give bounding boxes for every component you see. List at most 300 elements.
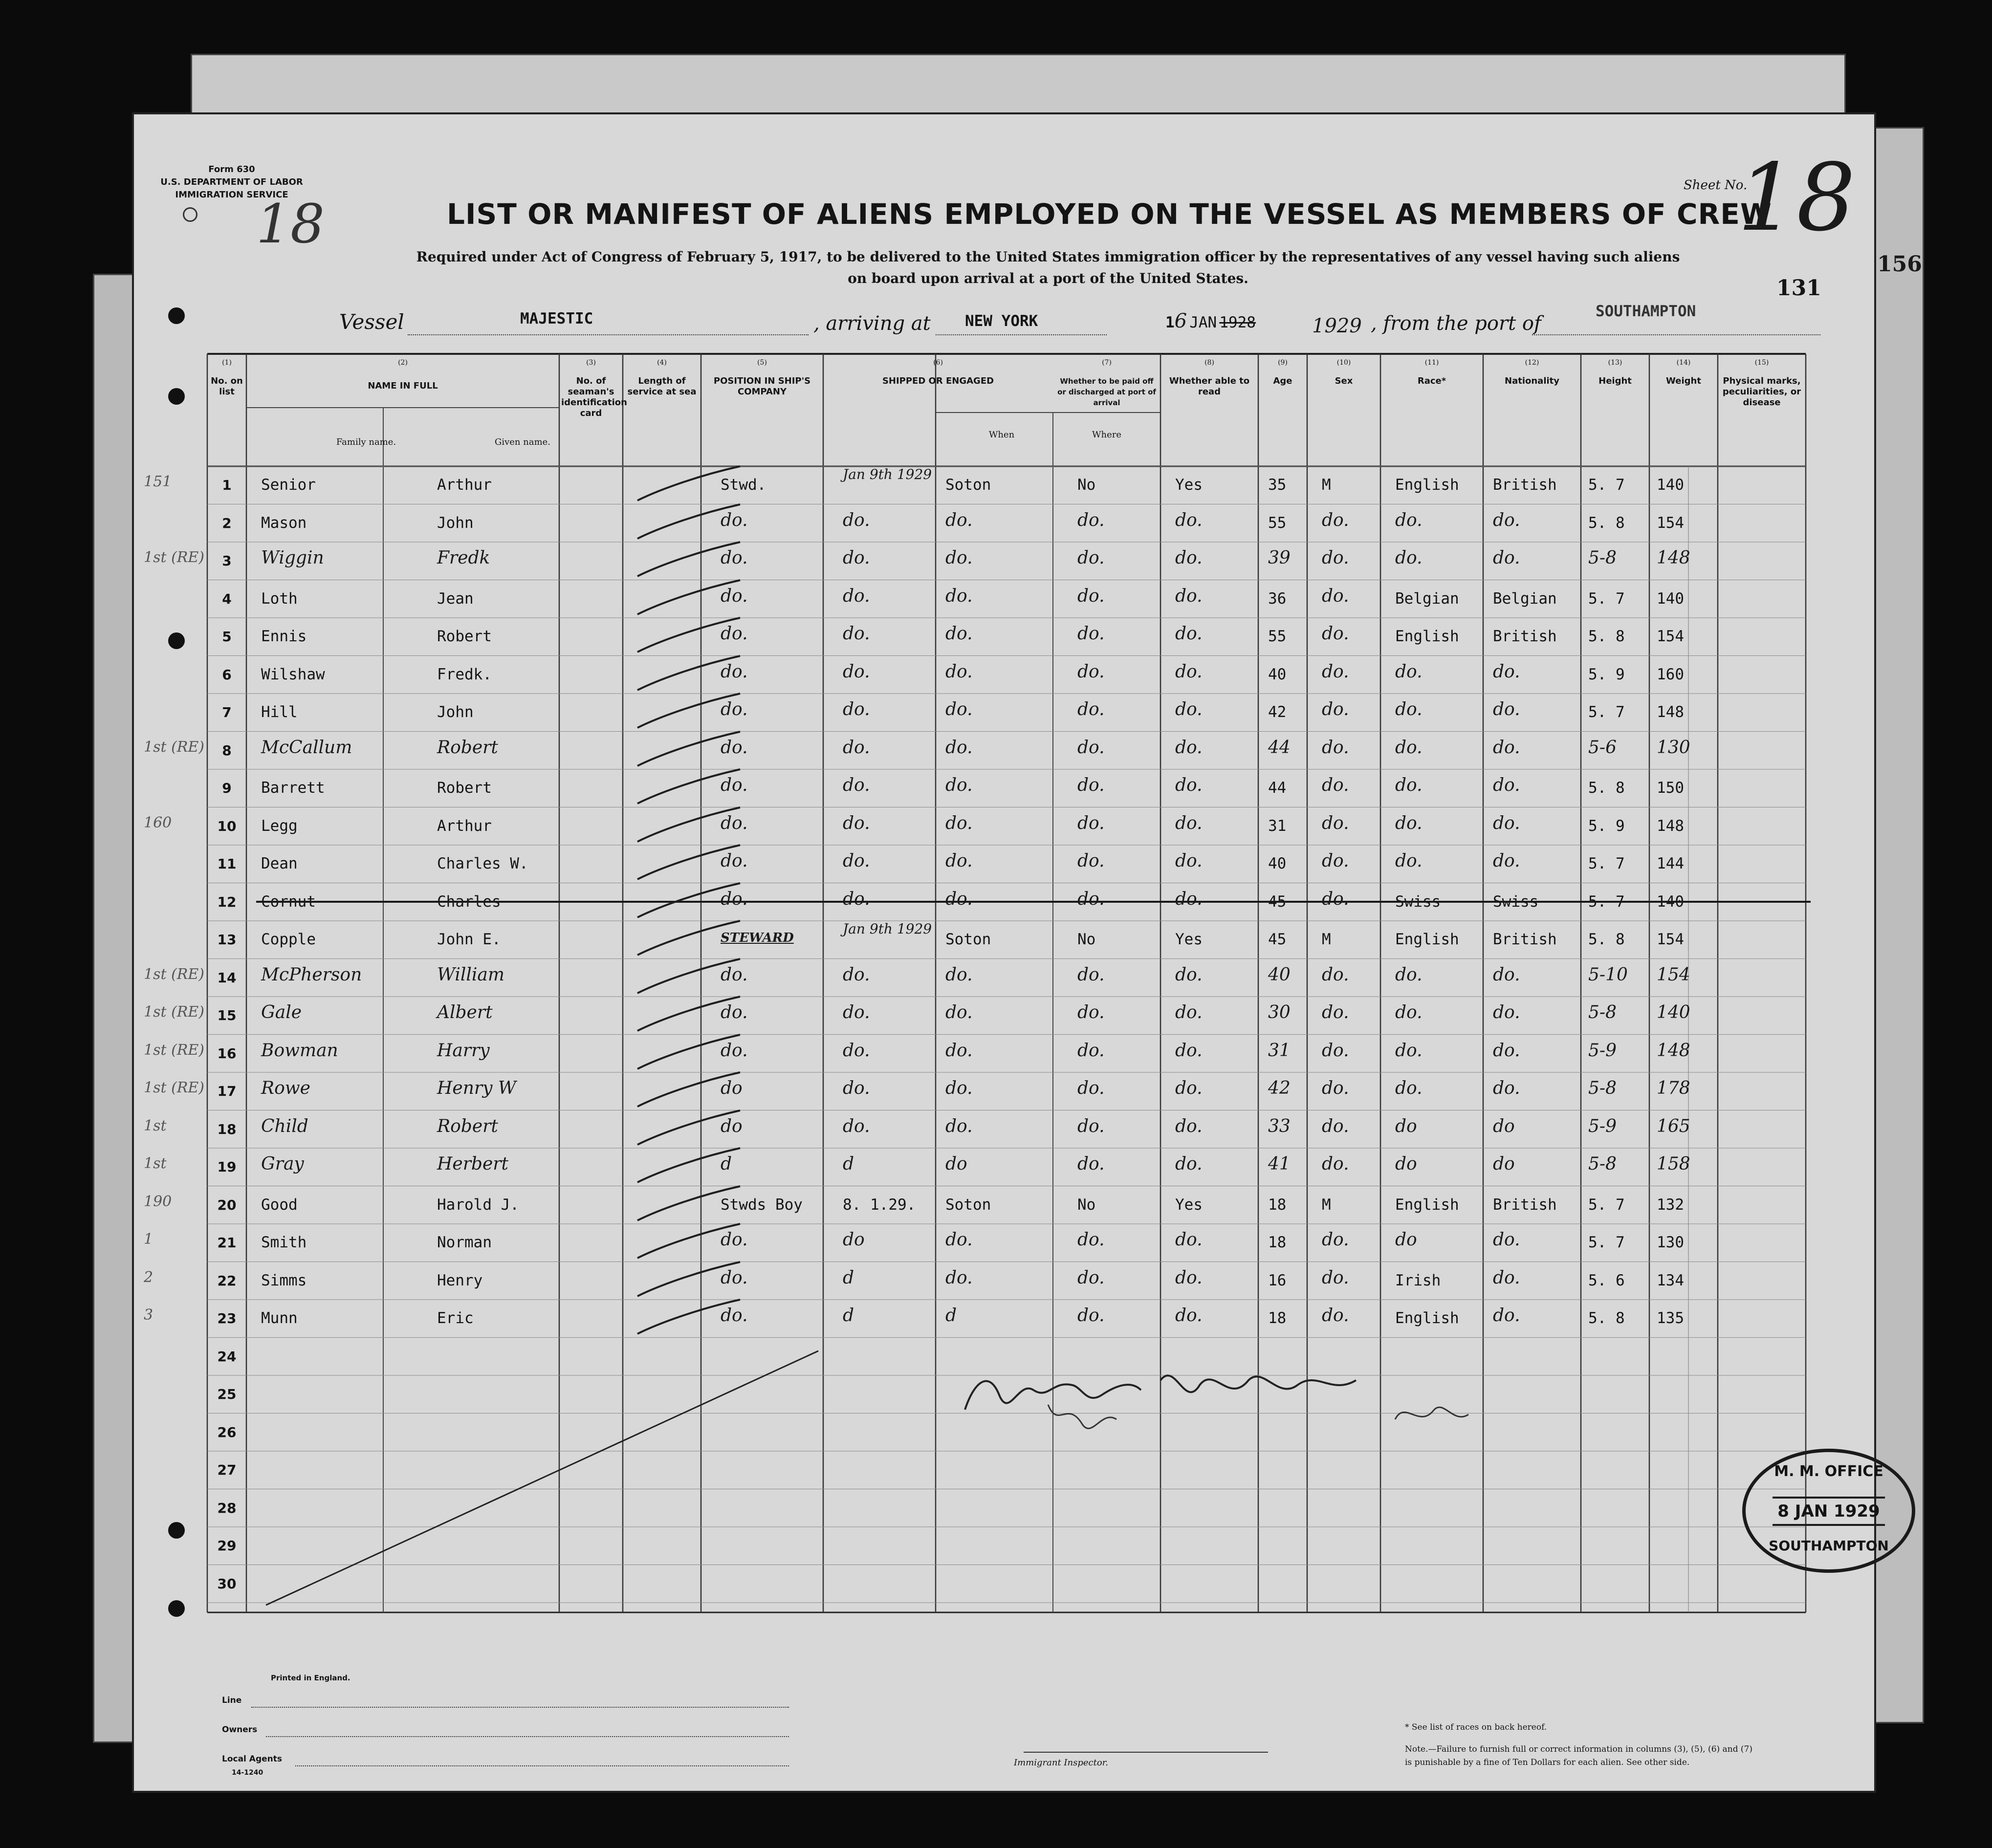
sheet-label: Sheet No. [1684, 178, 1748, 193]
column-number: (5) [757, 359, 767, 367]
table-cell-given-name: John E. [437, 931, 501, 948]
table-cell-paid-off: do. [1077, 1040, 1105, 1061]
table-cell-age: 40 [1268, 855, 1287, 872]
table-cell-family-name: Copple [261, 931, 316, 948]
subtitle-line-2: on board upon arrival at a port of the United States. [848, 270, 1248, 286]
table-row [134, 466, 1874, 504]
table-cell-weight: 140 [1657, 589, 1684, 608]
row-number: 23 [217, 1310, 237, 1326]
table-cell-family-name: Legg [261, 817, 298, 835]
table-cell-weight: 148 [1657, 1040, 1690, 1061]
table-cell-family-name: Hill [261, 703, 298, 721]
side-sheet-number: 156 [1877, 252, 1922, 277]
punch-hole [168, 388, 185, 405]
table-cell-engaged-when: Jan 9th 1929 [843, 921, 932, 937]
table-cell-given-name: Arthur [437, 476, 492, 494]
table-cell-able-to-read: do. [1175, 1230, 1203, 1250]
inspector-label: Immigrant Inspector. [1014, 1758, 1109, 1768]
table-cell-engaged-where: do. [945, 889, 973, 909]
table-cell-sex: M [1322, 931, 1331, 948]
table-cell-age: 40 [1268, 665, 1287, 683]
table-cell-engaged-when: do [843, 1230, 865, 1250]
column-header: Whether to be paid off or discharged at port of arrival [1057, 377, 1156, 407]
table-cell-nationality: British [1493, 476, 1557, 494]
margin-note: 1st (RE) [144, 1041, 204, 1059]
column-header: Race* [1417, 376, 1446, 386]
table-cell-position: do. [721, 1040, 748, 1061]
table-row [134, 997, 1874, 1035]
table-cell-height: 5-6 [1588, 737, 1617, 758]
row-number: 5 [222, 629, 232, 645]
table-cell-paid-off: No [1077, 476, 1096, 494]
margin-note: 1st [144, 1155, 167, 1172]
table-cell-able-to-read: do. [1175, 1154, 1203, 1174]
table-cell-able-to-read: Yes [1175, 1196, 1203, 1214]
table-cell-family-name: Barrett [261, 779, 325, 797]
table-row [134, 1186, 1874, 1224]
table-cell-nationality: do. [1493, 813, 1520, 833]
table-cell-height: 5. 7 [1588, 1196, 1625, 1214]
printed-in: Printed in England. [271, 1674, 350, 1682]
table-cell-height: 5-9 [1588, 1116, 1617, 1136]
table-row [134, 959, 1874, 997]
margin-note: 2 [144, 1268, 153, 1286]
table-cell-race: English [1395, 1196, 1459, 1214]
signature-stroke-3 [1048, 1405, 1116, 1429]
table-row [134, 1451, 1874, 1489]
row-number: 7 [222, 704, 232, 720]
table-cell-given-name: John [437, 703, 474, 721]
table-cell-weight: 150 [1657, 779, 1684, 797]
table-cell-paid-off: do. [1077, 699, 1105, 719]
table-cell-nationality: do. [1493, 1002, 1520, 1022]
table-cell-engaged-when: do. [843, 1116, 870, 1136]
table-cell-race: Irish [1395, 1271, 1441, 1289]
sheet-number: 18 [1737, 144, 1856, 252]
table-cell-sex: do. [1322, 813, 1349, 833]
table-cell-paid-off: do. [1077, 586, 1105, 606]
column-header: Physical marks, peculiarities, or disease [1722, 376, 1801, 408]
table-cell-race: do. [1395, 813, 1423, 833]
table-cell-family-name: Smith [261, 1234, 307, 1251]
inspector-signatures [955, 1351, 1591, 1449]
table-row [134, 504, 1874, 543]
stamp-city: SOUTHAMPTON [1769, 1538, 1889, 1554]
column-number: (15) [1754, 359, 1769, 367]
table-cell-sex: do. [1322, 1002, 1349, 1022]
table-cell-age: 36 [1268, 589, 1287, 608]
column-header: Height [1598, 376, 1632, 386]
table-cell-paid-off: do. [1077, 1154, 1105, 1174]
table-cell-engaged-where: do. [945, 1040, 973, 1061]
table-cell-given-name: Henry W [437, 1078, 516, 1098]
column-header: Age [1273, 376, 1292, 386]
table-cell-family-name: Wiggin [261, 548, 324, 568]
table-cell-paid-off: do. [1077, 624, 1105, 644]
table-cell-sex: do. [1322, 1267, 1349, 1288]
card-check-mark [623, 1280, 828, 1339]
stamp-office: M. M. OFFICE [1774, 1463, 1883, 1480]
subhead-where: Where [1092, 430, 1121, 440]
table-cell-age: 42 [1268, 1078, 1291, 1098]
margin-note: 1st (RE) [144, 1003, 204, 1021]
table-cell-nationality: do. [1493, 1305, 1520, 1326]
column-number: (12) [1525, 359, 1539, 367]
table-cell-race: English [1395, 931, 1459, 948]
column-header: Length of service at sea [627, 376, 697, 397]
table-cell-nationality: do. [1493, 661, 1520, 682]
table-cell-engaged-when: do. [843, 737, 870, 758]
table-cell-engaged-when: do. [843, 889, 870, 909]
table-cell-engaged-when: do. [843, 624, 870, 644]
column-number: (2) [398, 359, 408, 367]
table-cell-weight: 148 [1657, 703, 1684, 721]
table-cell-nationality: do. [1493, 699, 1520, 719]
table-cell-position: do. [721, 1002, 748, 1022]
row-number: 25 [217, 1386, 237, 1402]
table-cell-family-name: Dean [261, 855, 298, 872]
from-label: , from the port of [1371, 312, 1541, 335]
table-cell-weight: 154 [1657, 931, 1684, 948]
owners-label: Owners [222, 1725, 258, 1735]
table-cell-position: do. [721, 851, 748, 871]
table-cell-engaged-where: do. [945, 1230, 973, 1250]
table-cell-weight: 132 [1657, 1196, 1684, 1214]
table-cell-paid-off: do. [1077, 510, 1105, 530]
row-number: 28 [217, 1500, 237, 1516]
table-cell-sex: do. [1322, 851, 1349, 871]
table-cell-position: do. [721, 889, 748, 909]
table-cell-engaged-where: do. [945, 1002, 973, 1022]
table-cell-engaged-where: do. [945, 813, 973, 833]
table-cell-engaged-where: Soton [945, 1196, 991, 1214]
table-cell-family-name: Gray [261, 1154, 304, 1174]
table-cell-given-name: Fredk. [437, 665, 492, 683]
table-cell-height: 5. 7 [1588, 855, 1625, 872]
table-cell-height: 5. 7 [1588, 892, 1625, 911]
table-cell-paid-off: do. [1077, 1002, 1105, 1022]
table-cell-given-name: Robert [437, 628, 492, 645]
table-cell-weight: 144 [1657, 855, 1684, 872]
table-cell-position: STEWARD [721, 931, 794, 945]
table-cell-position: do. [721, 624, 748, 644]
table-cell-given-name: Henry [437, 1271, 483, 1289]
table-cell-engaged-where: do. [945, 1116, 973, 1136]
table-cell-weight: 148 [1657, 548, 1690, 568]
margin-note: 151 [144, 473, 172, 490]
table-cell-age: 41 [1268, 1154, 1291, 1174]
row-number: 21 [217, 1235, 237, 1251]
row-number: 1 [222, 477, 232, 493]
table-row [134, 580, 1874, 618]
column-number: (10) [1336, 359, 1351, 367]
table-cell-age: 35 [1268, 476, 1287, 494]
table-cell-given-name: Eric [437, 1309, 474, 1327]
table-cell-age: 31 [1268, 1040, 1291, 1061]
table-cell-engaged-when: d [843, 1154, 854, 1174]
row-number: 16 [217, 1045, 237, 1062]
table-cell-position: do. [721, 813, 748, 833]
department: U.S. DEPARTMENT OF LABOR [160, 177, 303, 187]
page-title: LIST OR MANIFEST OF ALIENS EMPLOYED ON THE VESSEL AS MEMBERS OF CREW [447, 197, 1772, 231]
table-cell-sex: do. [1322, 661, 1349, 682]
table-cell-race: English [1395, 476, 1459, 494]
table-cell-nationality: do [1493, 1116, 1515, 1136]
column-number: (9) [1278, 359, 1288, 367]
table-cell-family-name: Child [261, 1116, 308, 1136]
table-cell-engaged-when: do. [843, 699, 870, 719]
table-cell-paid-off: do. [1077, 813, 1105, 833]
table-row [134, 1565, 1874, 1603]
table-cell-sex: do. [1322, 1078, 1349, 1098]
row-number: 3 [222, 553, 232, 569]
table-cell-weight: 158 [1657, 1154, 1690, 1174]
table-cell-sex: M [1322, 476, 1331, 494]
table-row [134, 618, 1874, 656]
table-cell-given-name: Arthur [437, 817, 492, 835]
table-cell-height: 5. 7 [1588, 703, 1625, 721]
table-cell-able-to-read: do. [1175, 1116, 1203, 1136]
table-cell-age: 18 [1268, 1196, 1287, 1214]
table-cell-sex: do. [1322, 1154, 1349, 1174]
column-number: (8) [1204, 359, 1214, 367]
agents-label: Local Agents [222, 1754, 283, 1764]
table-cell-paid-off: do. [1077, 1116, 1105, 1136]
table-cell-given-name: Harold J. [437, 1196, 519, 1214]
table-cell-height: 5-8 [1588, 1002, 1617, 1022]
subhead-family-name: Family name. [336, 437, 396, 447]
table-cell-engaged-when: d [843, 1305, 854, 1326]
subhead-given-name: Given name. [494, 437, 551, 447]
table-cell-race: Belgian [1395, 589, 1459, 608]
column-header: No. of seaman's identification card [561, 376, 627, 418]
table-cell-position: Stwds Boy [721, 1196, 803, 1214]
table-cell-nationality: do. [1493, 548, 1520, 568]
race-note: * See list of races on back hereof. [1405, 1722, 1547, 1732]
table-cell-position: do. [721, 510, 748, 530]
table-cell-able-to-read: do. [1175, 1078, 1203, 1098]
table-cell-nationality: do. [1493, 1040, 1520, 1061]
table-cell-given-name: John [437, 514, 474, 532]
table-cell-height: 5-10 [1588, 964, 1628, 985]
manifest-sheet [132, 112, 1889, 1793]
table-cell-sex: do. [1322, 889, 1349, 909]
page-number: 131 [1776, 276, 1821, 301]
table-cell-engaged-where: do. [945, 548, 973, 568]
signature-stroke-2 [1160, 1375, 1356, 1392]
margin-note: 160 [144, 814, 172, 831]
table-cell-nationality: do [1493, 1154, 1515, 1174]
table-cell-given-name: Harry [437, 1040, 490, 1061]
table-cell-position: do [721, 1116, 743, 1136]
table-cell-family-name: Cornut [261, 892, 316, 911]
table-cell-height: 5. 8 [1588, 514, 1625, 532]
table-cell-position: do. [721, 1305, 748, 1326]
punch-hole [168, 1600, 185, 1617]
table-cell-nationality: do. [1493, 1267, 1520, 1288]
table-cell-family-name: Mason [261, 514, 307, 532]
row-number: 19 [217, 1159, 237, 1175]
table-cell-family-name: Simms [261, 1271, 307, 1289]
table-row [134, 694, 1874, 732]
table-cell-able-to-read: do. [1175, 1267, 1203, 1288]
table-cell-race: do. [1395, 737, 1423, 758]
binding-ring [183, 207, 197, 222]
row-number: 9 [222, 780, 232, 796]
table-cell-weight: 148 [1657, 817, 1684, 835]
row-number: 27 [217, 1462, 237, 1478]
table-cell-family-name: Good [261, 1196, 298, 1214]
table-cell-age: 42 [1268, 703, 1287, 721]
date-year-hand: 1929 [1312, 315, 1362, 337]
subhead-when: When [988, 430, 1015, 440]
table-cell-engaged-when: Jan 9th 1929 [843, 466, 932, 482]
row-number: 24 [217, 1348, 237, 1365]
table-cell-sex: do. [1322, 1305, 1349, 1326]
table-cell-weight: 140 [1657, 892, 1684, 911]
table-cell-paid-off: do. [1077, 1078, 1105, 1098]
table-cell-family-name: Senior [261, 476, 316, 494]
table-cell-engaged-where: do. [945, 699, 973, 719]
table-row [134, 542, 1874, 580]
table-cell-weight: 140 [1657, 476, 1684, 494]
table-cell-position: do. [721, 661, 748, 682]
table-cell-able-to-read: do. [1175, 1002, 1203, 1022]
signature-stroke-1 [965, 1381, 1141, 1410]
table-cell-position: d [721, 1154, 732, 1174]
table-cell-engaged-when: do. [843, 548, 870, 568]
table-cell-age: 44 [1268, 737, 1291, 758]
table-cell-position: do. [721, 586, 748, 606]
table-cell-engaged-when: do. [843, 510, 870, 530]
table-cell-nationality: Swiss [1493, 892, 1539, 911]
table-cell-height: 5. 8 [1588, 628, 1625, 645]
table-cell-age: 18 [1268, 1309, 1287, 1327]
table-row [134, 1110, 1874, 1149]
row-number: 20 [217, 1196, 237, 1213]
table-cell-age: 18 [1268, 1234, 1287, 1251]
table-cell-paid-off: do. [1077, 548, 1105, 568]
table-cell-able-to-read: do. [1175, 624, 1203, 644]
table-cell-given-name: Albert [437, 1002, 493, 1022]
inspector-rule [1024, 1752, 1268, 1753]
table-cell-able-to-read: do. [1175, 1040, 1203, 1061]
table-cell-age: 45 [1268, 892, 1287, 911]
table-cell-able-to-read: do. [1175, 775, 1203, 795]
table-cell-position: do. [721, 964, 748, 985]
table-cell-paid-off: do. [1077, 851, 1105, 871]
table-row [134, 1148, 1874, 1186]
table-cell-position: do. [721, 1267, 748, 1288]
table-cell-nationality: Belgian [1493, 589, 1557, 608]
table-row [134, 883, 1874, 921]
column-header: Whether able to read [1169, 376, 1250, 397]
line-rule [251, 1707, 789, 1708]
column-number: (11) [1424, 359, 1439, 367]
table-cell-family-name: Wilshaw [261, 665, 325, 683]
row-number: 30 [217, 1575, 237, 1592]
table-cell-family-name: Ennis [261, 628, 307, 645]
table-cell-family-name: McCallum [261, 737, 352, 758]
table-cell-age: 45 [1268, 931, 1287, 948]
table-row [134, 921, 1874, 959]
table-cell-able-to-read: do. [1175, 889, 1203, 909]
arriving-label: , arriving at [813, 312, 931, 335]
arrival-port: NEW YORK [965, 312, 1038, 330]
table-cell-weight: 160 [1657, 665, 1684, 683]
table-cell-engaged-where: do. [945, 964, 973, 985]
table-cell-engaged-where: do. [945, 1267, 973, 1288]
table-cell-able-to-read: do. [1175, 699, 1203, 719]
table-cell-age: 44 [1268, 779, 1287, 797]
table-cell-weight: 154 [1657, 514, 1684, 532]
row-number: 15 [217, 1007, 237, 1023]
date-year-struck: 1928 [1219, 314, 1256, 331]
table-cell-weight: 154 [1657, 964, 1690, 985]
table-cell-engaged-when: do. [843, 851, 870, 871]
table-cell-age: 16 [1268, 1271, 1287, 1289]
table-cell-family-name: Gale [261, 1002, 302, 1022]
row-number: 13 [217, 932, 237, 948]
table-cell-able-to-read: do. [1175, 586, 1203, 606]
column-number: (13) [1608, 359, 1622, 367]
row-number: 29 [217, 1538, 237, 1554]
margin-note: 1 [144, 1231, 153, 1248]
table-cell-height: 5. 7 [1588, 589, 1625, 608]
table-cell-race: do. [1395, 548, 1423, 568]
table-cell-age: 31 [1268, 817, 1287, 835]
table-cell-race: do. [1395, 661, 1423, 682]
table-cell-nationality: do. [1493, 510, 1520, 530]
table-cell-engaged-where: do. [945, 586, 973, 606]
table-cell-position: do [721, 1078, 743, 1098]
margin-note: 1st (RE) [144, 1079, 204, 1096]
table-cell-race: do. [1395, 699, 1423, 719]
table-cell-engaged-when: 8. 1.29. [843, 1196, 916, 1214]
row-number: 8 [222, 742, 232, 759]
column-header: POSITION IN SHIP'S COMPANY [713, 376, 811, 397]
column-number: (7) [1102, 359, 1112, 367]
date-day-prefix: 1 [1165, 314, 1175, 331]
table-cell-paid-off: do. [1077, 1267, 1105, 1288]
table-cell-race: do [1395, 1154, 1417, 1174]
table-cell-position: do. [721, 737, 748, 758]
table-cell-paid-off: do. [1077, 737, 1105, 758]
table-cell-given-name: Charles W. [437, 855, 528, 872]
table-cell-height: 5. 9 [1588, 665, 1625, 683]
table-cell-engaged-when: do. [843, 813, 870, 833]
margin-note: 1st (RE) [144, 549, 204, 566]
table-row [134, 769, 1874, 807]
office-stamp [1742, 1449, 1915, 1573]
table-row [134, 1072, 1874, 1110]
table-cell-sex: do. [1322, 964, 1349, 985]
table-cell-height: 5. 6 [1588, 1271, 1625, 1289]
table-cell-able-to-read: do. [1175, 737, 1203, 758]
struck-row-line [256, 901, 1811, 903]
table-cell-height: 5. 7 [1588, 1234, 1625, 1251]
table-cell-position: do. [721, 548, 748, 568]
column-number: (14) [1676, 359, 1691, 367]
table-cell-height: 5-8 [1588, 548, 1617, 568]
table-cell-age: 30 [1268, 1002, 1291, 1022]
table-cell-nationality: do. [1493, 1230, 1520, 1250]
punch-hole [168, 307, 185, 324]
table-cell-given-name: Fredk [437, 548, 490, 568]
table-cell-engaged-where: do. [945, 510, 973, 530]
table-cell-weight: 135 [1657, 1309, 1684, 1327]
table-cell-race: do. [1395, 1002, 1423, 1022]
